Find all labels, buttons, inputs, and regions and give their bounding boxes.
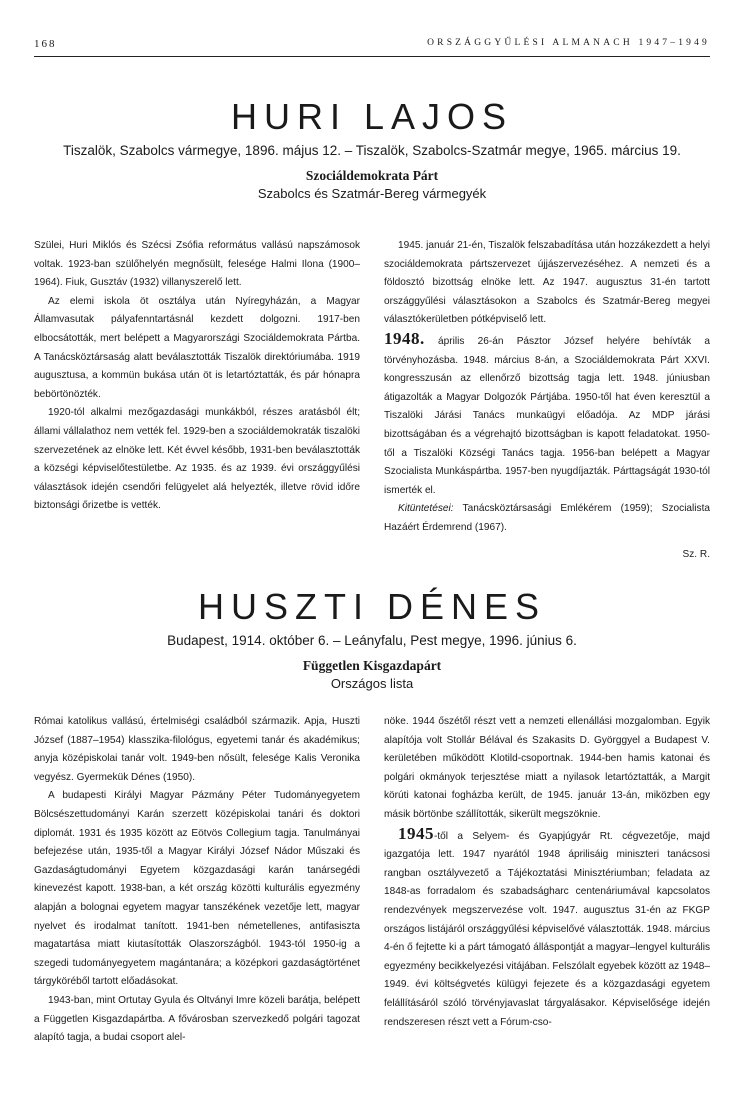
paragraph bbox=[384, 825, 710, 1033]
entry-constituency: Országos lista bbox=[330, 676, 414, 691]
header-rule bbox=[34, 56, 710, 57]
left-column bbox=[34, 713, 360, 1048]
right-column bbox=[384, 237, 710, 564]
year-marker: 1945 bbox=[398, 823, 434, 843]
awards bbox=[384, 500, 710, 537]
paragraph: Római katolikus vallású, értelmiségi családból származik. Apja, Huszti József (1887–1954) klasszika-filológus, egyetemi tanár és akadémikus; anyja középiskolai tanár volt. 1949-ben nősült, felesége Kalis Veronika vegyész. Gyermekük Dénes (1950). bbox=[34, 716, 360, 783]
entry-name: HUSZTI DÉNES bbox=[197, 586, 547, 627]
left-column bbox=[34, 237, 360, 564]
right-column bbox=[384, 713, 710, 1048]
page-number: 168 bbox=[34, 38, 57, 50]
biography-entry-huri bbox=[34, 96, 710, 564]
paragraph: 1945. január 21-én, Tiszalök felszabadítása után hozzákezdett a helyi szociáldemokrata pártszervezet újjászervezéséhez. A nemzeti és a földosztó bizottság elnöke lett. Az 1947. augusztus 31-én tartott országgyűlési választásokon a Szabolcs és Szatmár-Bereg megyei választókerületben pótképviselő lett. bbox=[384, 240, 710, 326]
entry-constituency: Szabolcs és Szatmár-Bereg vármegyék bbox=[257, 186, 487, 201]
paragraph: 1920-tól alkalmi mezőgazdasági munkákból, részes aratásból élt; állami vállalathoz nem vették fel. 1929-ben a szociáldemokraták tiszalöki szervezetének az elnöke lett. Két évvel később, 1931-ben beválasztották a községi képviselőtestületbe. Az 1935. és az 1939. évi országgyűlési választások idején csendőri felügyelet alá helyezték, illetve rövid időre biztonsági őrizetbe is vették. bbox=[34, 407, 360, 512]
running-head: ORSZÁGGYŰLÉSI ALMANACH 1947–1949 bbox=[427, 38, 710, 48]
entry-body bbox=[34, 713, 710, 1048]
paragraph-text: április 26-án Pásztor József helyére behívták a törvényhozásba. 1948. március 8-án, a Szociáldemokrata Párt XXVI. kongresszusán az ellenőrző bizottság tagja lett. 1948. júniusban átigazolták a Magyar Dolgozók Pártjába. 1950-től hat éven keresztül a Tiszalöki Járási Tanács munkaügyi előadója. Az MDP járási bizottságában és a végrehajtó bizottságban is kapott feladatokat. 1950-től a Tiszalöki Községi Tanács tagja. 1956-ban belépett a Magyar Szocialista Munkáspártba. 1957-ben nyugdíjazták. Párttagságát 1930-tól ismerték el. bbox=[384, 335, 710, 496]
paragraph: Az elemi iskola öt osztálya után Nyíregyházán, a Magyar Államvasutak pályafenntartásnál kezdett dolgozni. 1917-ben elbocsátották, mert belépett a Magyarországi Szociáldemokrata Pártba. A Tanácsköztársaság alatt beválasztották Tiszalök direktóriumába. 1919 augusztusa, a kommün bukása után öt is letartóztatták, és pár hónapra bebörtönözték. bbox=[34, 295, 360, 400]
paragraph bbox=[384, 330, 710, 500]
author-signature: Sz. R. bbox=[682, 548, 710, 560]
entry-name: HURI LAJOS bbox=[230, 96, 514, 137]
paragraph: nöke. 1944 őszétől részt vett a nemzeti ellenállási mozgalomban. Egyik alapítója volt Stollár Bélával és Szakasits D. Györggyel a Budapest V. kerületében működött Klotild-csoportnak. 1944-ben hamis katonai és polgári okmányok terjesztése miatt a nyilasok letartóztatták, a Margit körúti katonai fogházba került, de 1945. január 13-án, miközben egy másik börtönbe szállították, sikerült megszöknie. bbox=[384, 716, 710, 820]
awards-label: Kitüntetései: bbox=[398, 503, 454, 515]
biography-entry-huszti bbox=[34, 586, 710, 1048]
paragraph-text: -től a Selyem- és Gyapjúgyár Rt. cégvezetője, majd igazgatója lett. 1947 nyarától 1948 áprilisáig miniszteri tanácsosi rangban osztályvezető a Tájékoztatási Minisztériumban; feladata az 1848-as forradalom és szabadságharc centenáriumával kapcsolatos rendezvények megszervezése volt. 1947. augusztus 31-én az FKGP országos listájáról országgyűlési képviselővé választották. 1948. március 4-én ő fejtette ki a párt támogató álláspontját a magyar–lengyel kulturális egyezmény becikkelyezési vitájában. Felszólalt egyebek között az 1948–1949. évi költségvetés külügyi fejezete és a közgazdasági egyetem felállításáról szóló törvényjavaslat tárgyalásakor. Képviselősége idején rendszeresen részt vett a Fórum-cso- bbox=[384, 830, 710, 1028]
entry-party: Független Kisgazdapárt bbox=[302, 658, 442, 673]
entry-party: Szociáldemokrata Párt bbox=[305, 168, 439, 183]
year-marker: 1948. bbox=[384, 328, 425, 348]
paragraph: Szülei, Huri Miklós és Szécsi Zsófia református vallású napszámosok voltak. 1923-ban szülőhelyén megnősült, felesége Halmi Ilona (1900–1964). Fiuk, Gusztáv (1932) villanyszerelő lett. bbox=[34, 240, 360, 289]
entry-body bbox=[34, 237, 710, 564]
paragraph: 1943-ban, mint Ortutay Gyula és Oltványi Imre közeli barátja, belépett a Független Kisgazdapártba. A fővárosban szervezkedő polgári tagozat alapító tagja, a budai csoport alel- bbox=[34, 994, 360, 1044]
entry-dates: Budapest, 1914. október 6. – Leányfalu, Pest megye, 1996. június 6. bbox=[167, 633, 577, 648]
paragraph: A budapesti Királyi Magyar Pázmány Péter Tudományegyetem Bölcsészettudományi Karán szerzett középiskolai tanári és doktori diplomát. 1931 és 1935 között az Eötvös Collegium tagja. Tanulmányai befejezése után, 1935-től a Magyar Királyi József Nádor Műszaki és Gazdaságtudományi Egyetem közgazdasági karán tanársegédi kinevezést kapott. 1938-ban, a két ország közötti kulturális egyezmény alapján a bolognai egyetem magyar tanszékének vezetője lett, magyar nyelvet és irodalmat tanított. 1941-ben németellenes, antifasiszta magatartása miatt kiutasították Olaszországból. 1943-tól 1950-ig a szegedi tudományegyetem magántanára; a középkori gazdaságtörténet tárgyköréből tartott előadásokat. bbox=[34, 790, 360, 988]
awards-text: Tanácsköztársasági Emlékérem (1959); Szocialista Hazáért Érdemrend (1967). bbox=[384, 503, 710, 533]
entry-dates: Tiszalök, Szabolcs vármegye, 1896. május 12. – Tiszalök, Szabolcs-Szatmár megye, 1965. március 19. bbox=[63, 143, 681, 158]
